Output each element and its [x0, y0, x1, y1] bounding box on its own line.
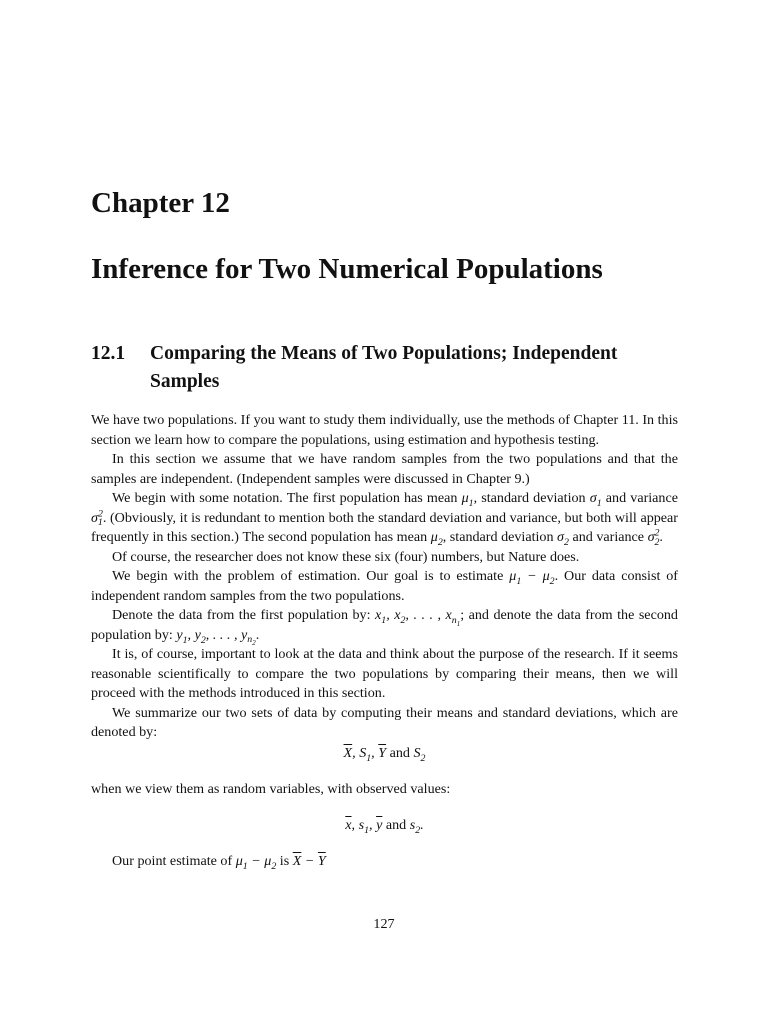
text-run: and variance [601, 490, 678, 506]
text-run: . Our data consist of independent random samples from the two populations. [91, 568, 678, 604]
text-run: , standard deviation [473, 490, 590, 506]
paragraph-summary: We summarize our two sets of data by computing their means and standard deviations, which are denoted by: [91, 704, 678, 740]
paragraph-nature: Of course, the researcher does not know these six (four) numbers, but Nature does. [112, 548, 580, 565]
paragraph-point-estimate [91, 852, 678, 872]
text-run: and [382, 816, 410, 833]
chapter-label: Chapter 12 [91, 187, 230, 219]
math-sigma2-squared: $\sigma^2_2$ [647, 527, 660, 548]
text-run: is [276, 853, 293, 869]
paragraph-assumptions: In this section we assume that we have random samples from the two populations and that the samples are independent. (Independent samples were discussed in Chapter 9.) [91, 451, 678, 487]
paragraph-notation [91, 489, 678, 548]
paragraph-data [91, 606, 678, 648]
math-s2-lower: $s_2$. [409, 816, 424, 836]
text-run: and [386, 744, 414, 761]
math-mu-difference: $\mu_1 - \mu_2$ [235, 853, 277, 872]
text-run: . [659, 529, 663, 545]
math-sigma1: $\sigma_1$ [589, 490, 602, 509]
math-y-sample: $y_1$, $y_2$, . . . , $y_{n_2}$ [176, 626, 256, 648]
paragraph-observed: when we view them as random variables, with observed values: [91, 781, 451, 797]
display-random-variables [91, 744, 678, 764]
math-mu-difference: $\mu_1 - \mu_2$ [509, 568, 555, 587]
text-run: We begin with the problem of estimation. Our goal is to estimate [112, 568, 510, 584]
text-run: Our point estimate of [112, 853, 236, 869]
text-run: We begin with some notation. The first population has mean [112, 490, 462, 506]
section-number: 12.1 [91, 343, 126, 364]
text-run: and variance [568, 529, 648, 545]
math-mu2: $\mu_2$ [430, 529, 443, 548]
math-xbar-s1-ybar: $\overline{X}$, $S_1$, $\overline{Y}$ [343, 744, 387, 764]
body-text [91, 411, 678, 872]
math-sigma2: $\sigma_2$ [557, 529, 569, 548]
chapter-title: Inference for Two Numerical Populations [91, 253, 603, 285]
paragraph-purpose: It is, of course, important to look at the data and think about the purpose of the research. If it seems reasonable scientifically to compare the two populations by comparing their means, then we will proceed with the methods introduced in this section. [91, 646, 678, 701]
math-x-sample: $x_1$, $x_2$, . . . , $x_{n_1}$ [375, 607, 461, 628]
math-sigma1-squared: $\sigma^2_1$ [91, 507, 103, 529]
math-xbar-minus-ybar: $\overline{X} - \overline{Y}$ [292, 853, 326, 869]
paragraph-intro: We have two populations. If you want to study them individually, use the methods of Chapter 11. In this section we learn how to compare the populations, using estimation and hypothesis testing. [91, 412, 678, 448]
section-heading [91, 340, 681, 396]
text-run: ; and denote the data from the second population by: [91, 607, 678, 643]
text-run: Denote the data from the first population by: [112, 607, 375, 623]
page-number: 127 [373, 916, 395, 932]
text-run: , standard deviation [442, 529, 558, 545]
text-run: . [255, 626, 260, 643]
section-title: Comparing the Means of Two Populations; Independent Samples [150, 343, 618, 392]
math-mu1: $\mu_1$ [461, 490, 474, 509]
text-run: . (Obviously, it is redundant to mention both the standard deviation and variance, but both will appear frequently in this section.) The second population has mean [91, 509, 678, 545]
math-s2-upper: $S_2$ [413, 744, 426, 764]
display-observed-values [91, 816, 678, 836]
paragraph-estimation [91, 567, 678, 606]
math-xbar-s1-ybar-lower: $\overline{x}$, $s_1$, $\overline{y}$ [345, 816, 383, 836]
